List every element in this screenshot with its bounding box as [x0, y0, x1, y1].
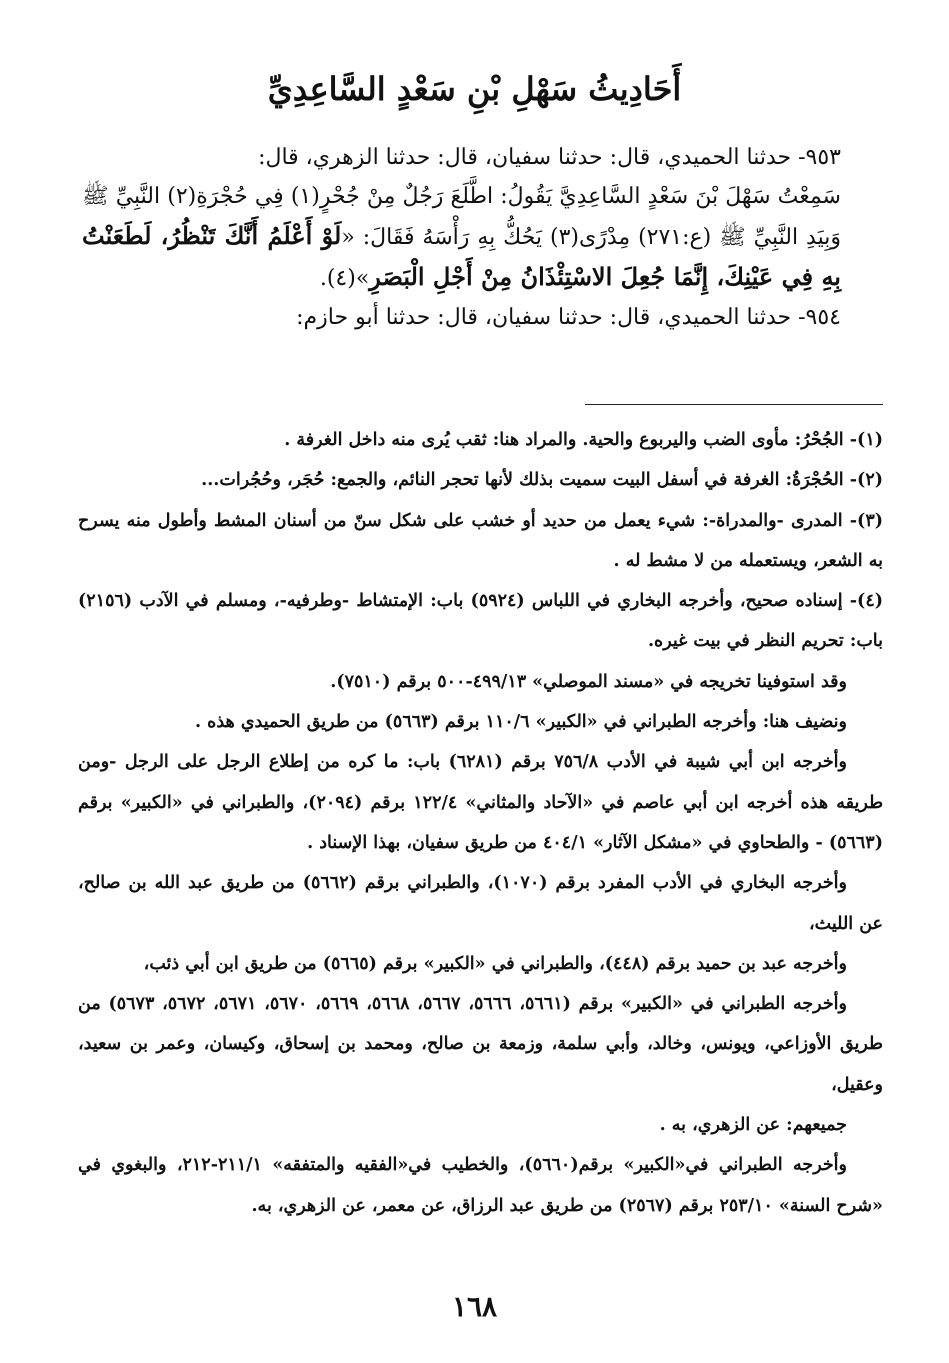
footnote-divider [585, 404, 883, 405]
hadith-954-chain: ٩٥٤- حدثنا الحميدي، قال: حدثنا سفيان، قال: حدثنا أبو حازم: [296, 305, 841, 330]
hadith-953-chain: ٩٥٣- حدثنا الحميدي، قال: حدثنا سفيان، قال: حدثنا الزهري، قال: [258, 145, 841, 170]
hadith-953-narration: سَمِعْتُ سَهْلَ بْنَ سَعْدٍ السَّاعِدِيَّ يَقُولُ: اطَّلَعَ رَجُلٌ مِنْ جُحْرٍ(١) فِي حُجْرَةِ(٢) النَّبِيِّ ﷺ وَبِيَدِ النَّبِيِّ ﷺ (ع:٢٧١) مِدْرًى(٣) يَحُكُّ بِهِ رَأْسَهُ فَقَالَ: « [82, 184, 841, 250]
footnote-4-para: جميعهم: عن الزهري، به . [659, 1115, 847, 1136]
footnote-1: (١)- الجُحْرُ: مأوى الضب واليربوع والحية. والمراد هنا: ثقب يُرى منه داخل الغرفة . [284, 430, 883, 450]
footnote-3: (٣)- المدرى -والمدراة-: شيء يعمل من حديد أو خشب على شكل سنّ من أسنان المشط وأطول منه يسرح به الشعر، ويستعمله من لا مشط له . [78, 510, 883, 571]
main-text [82, 138, 841, 337]
footnote-2: (٢)- الحُجْرَةُ: الغرفة في أسفل البيت سميت بذلك لأنها تحجر النائم، والجمع: حُجَر، وحُجُرات... [201, 470, 883, 491]
chapter-title: أَحَادِيثُ سَهْلِ بْنِ سَعْدٍ السَّاعِدِيِّ [267, 70, 682, 108]
footnote-4-para: وأخرجه البخاري في الأدب المفرد برقم (١٠٧٠)، والطبراني برقم (٥٦٦٢) من طريق عبد الله بن صالح، عن الليث، [78, 873, 883, 934]
footnotes [78, 420, 883, 1226]
footnote-4-para: وأخرجه الطبراني في«الكبير» برقم(٥٦٦٠)، والخطيب في«الفقيه والمتفقه» ٢١١/١-٢١٢، والبغوي في «شرح السنة» ٢٥٣/١٠ برقم (٢٥٦٧) من طريق عبد الرزاق، عن معمر، عن الزهري، به. [78, 1155, 883, 1216]
hadith-953-text [82, 177, 841, 298]
footnote-4-para: وقد استوفينا تخريجه في «مسند الموصلي» ٤٩٩/١٣-٥٠٠ برقم (٧٥١٠). [330, 671, 847, 692]
page-number: ١٦٨ [451, 1290, 498, 1323]
footnote-4-para: وأخرجه الطبراني في «الكبير» برقم (٥٦٦١، ٥٦٦٦، ٥٦٦٧، ٥٦٦٨، ٥٦٦٩، ٥٦٧٠، ٥٦٧١، ٥٦٧٢، ٥٦٧٣) من طريق الأوزاعي، ويونس، وخالد، وأبي سلمة، وزمعة بن صالح، ومحمد بن إسحاق، وكيسان، وعمر بن سعيد، وعقيل، [78, 994, 883, 1095]
footnote-4-para: وأخرجه ابن أبي شيبة في الأدب ٧٥٦/٨ برقم (٦٢٨١) باب: ما كره من إطلاع الرجل على الرجل -ومن طريقه هذه أخرجه ابن أبي عاصم في «الآحاد والمثاني» ١٢٢/٤ برقم (٢٠٩٤)، والطبراني في «الكبير» برقم (٥٦٦٣) - والطحاوي في «مشكل الآثار» ٤٠٤/١ من طريق سفيان، بهذا الإسناد . [78, 752, 883, 853]
footnote-4-para: وأخرجه عبد بن حميد برقم (٤٤٨)، والطبراني في «الكبير» برقم (٥٦٦٥) من طريق ابن أبي ذئب، [143, 953, 847, 974]
hadith-953-quote: لَوْ أَعْلَمُ أَنَّكَ تَنْظُرُ، لَطَعَنْتُ بِهِ فِي عَيْنِكَ، إِنَّمَا جُعِلَ الاسْتِئْذَانُ مِنْ أَجْلِ الْبَصَرِ [82, 221, 841, 291]
footnote-4: (٤)- إسناده صحيح، وأخرجه البخاري في اللباس (٥٩٢٤) باب: الإمتشاط -وطرفيه-، ومسلم في الآدب (٢١٥٦) باب: تحريم النظر في بيت غيره. [78, 591, 883, 652]
hadith-953-end: »(٤). [319, 266, 370, 291]
footnote-4-para: ونضيف هنا: وأخرجه الطبراني في «الكبير» ١١٠/٦ برقم (٥٦٦٣) من طريق الحميدي هذه . [194, 712, 847, 733]
